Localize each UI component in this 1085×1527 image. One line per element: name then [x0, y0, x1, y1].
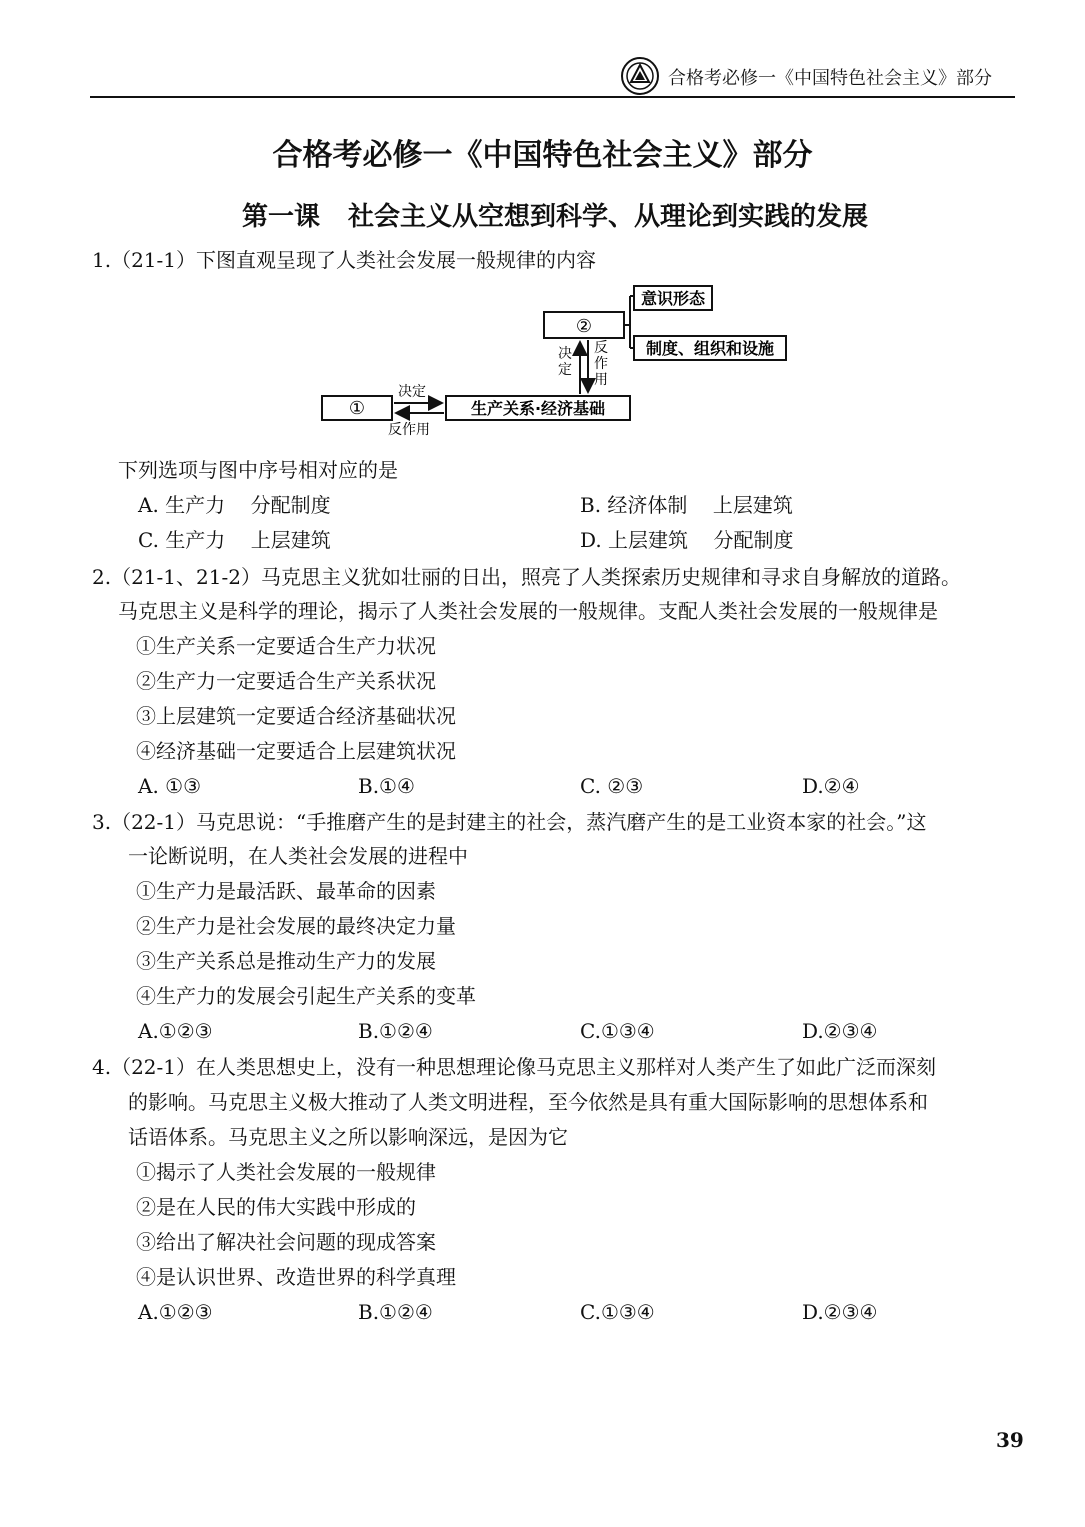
q2-item-2: ②生产力一定要适合生产关系状况: [136, 669, 436, 693]
lesson-label: 第一课: [241, 202, 320, 232]
q4-option-c: C.①③④: [580, 1300, 655, 1324]
q3-item-2: ②生产力是社会发展的最终决定力量: [136, 914, 456, 938]
q4-option-a: A.①②③: [138, 1300, 213, 1324]
q3-stem-line1: 3.（22-1）马克思说：“手推磨产生的是封建主的社会，蒸汽磨产生的是工业资本家的社会。”这: [92, 810, 927, 834]
diagram-label-decide-v-char: 定: [558, 362, 572, 378]
q2-item-4: ④经济基础一定要适合上层建筑状况: [136, 739, 456, 763]
diagram-label-react-v: [594, 340, 608, 388]
q2-item-1: ①生产关系一定要适合生产力状况: [136, 634, 436, 658]
q3-option-b: B.①②④: [358, 1019, 433, 1043]
diagram-box-base-label: 生产关系·经济基础: [470, 399, 606, 418]
q4-stem-line3: 话语体系。马克思主义之所以影响深远，是因为它: [128, 1125, 568, 1149]
q3-option-a: A.①②③: [138, 1019, 213, 1043]
q2-option-b: B.①④: [358, 774, 415, 798]
diagram-label-react-v-char: 作: [594, 356, 608, 372]
q2-option-d: D.②④: [802, 774, 860, 798]
q2-item-3: ③上层建筑一定要适合经济基础状况: [136, 704, 456, 728]
page-header: [0, 0, 1085, 100]
lesson-title: [0, 196, 1085, 233]
diagram-box-2-label: ②: [575, 316, 593, 337]
q2-stem-line1: 2.（21-1、21-2）马克思主义犹如壮丽的日出，照亮了人类探索历史规律和寻求自身解放的道路。: [92, 565, 961, 589]
q3-stem-line2: 一论断说明，在人类社会发展的进程中: [128, 844, 468, 868]
diagram-box-ideology-label: 意识形态: [640, 289, 706, 308]
q2-stem-line2: 马克思主义是科学的理论，揭示了人类社会发展的一般规律。支配人类社会发展的一般规律是: [118, 599, 938, 623]
diagram-box-1-label: ①: [348, 398, 366, 419]
diagram-label-react-h: 反作用: [388, 422, 430, 438]
q4-item-4: ④是认识世界、改造世界的科学真理: [136, 1265, 456, 1289]
header-title: 合格考必修一《中国特色社会主义》部分: [668, 68, 992, 89]
lesson-name: 社会主义从空想到科学、从理论到实践的发展: [348, 202, 869, 232]
q3-option-d: D.②③④: [802, 1019, 878, 1043]
q3-item-4: ④生产力的发展会引起生产关系的变革: [136, 984, 476, 1008]
diagram-box-institutions-label: 制度、组织和设施: [645, 339, 775, 358]
q4-stem-line2: 的影响。马克思主义极大推动了人类文明进程，至今依然是具有重大国际影响的思想体系和: [128, 1090, 928, 1114]
q1-option-c: C. 生产力 上层建筑: [138, 528, 331, 552]
q2-option-c: C. ②③: [580, 774, 644, 798]
q3-item-3: ③生产关系总是推动生产力的发展: [136, 949, 436, 973]
diagram-label-react-v-char: 反: [594, 340, 608, 356]
q4-stem-line1: 4.（22-1）在人类思想史上，没有一种思想理论像马克思主义那样对人类产生了如此广泛而深刻: [92, 1055, 937, 1079]
q4-item-2: ②是在人民的伟大实践中形成的: [136, 1195, 416, 1219]
diagram-bracket: [624, 296, 634, 348]
q4-item-3: ③给出了解决社会问题的现成答案: [136, 1230, 436, 1254]
q4-option-d: D.②③④: [802, 1300, 878, 1324]
document-title: 合格考必修一《中国特色社会主义》部分: [272, 138, 813, 173]
q2-option-a: A. ①③: [138, 774, 202, 798]
q1-option-a: A. 生产力 分配制度: [138, 493, 331, 517]
q1-diagram: [318, 282, 798, 442]
q3-option-c: C.①③④: [580, 1019, 655, 1043]
diagram-label-decide-v: [558, 346, 572, 378]
diagram-label-react-v-char: 用: [594, 372, 608, 388]
q3-item-1: ①生产力是最活跃、最革命的因素: [136, 879, 436, 903]
q4-item-1: ①揭示了人类社会发展的一般规律: [136, 1160, 436, 1184]
diagram-label-decide-v-char: 决: [558, 346, 572, 362]
q1-option-d: D. 上层建筑 分配制度: [580, 528, 794, 552]
q1-prompt: 下列选项与图中序号相对应的是: [118, 458, 398, 482]
q4-option-b: B.①②④: [358, 1300, 433, 1324]
publisher-logo-icon: [620, 56, 660, 96]
header-rule: [90, 96, 1015, 98]
diagram-label-decide-h: 决定: [398, 384, 426, 400]
page-number: 39: [996, 1428, 1024, 1452]
q1-stem: 1.（21-1）下图直观呈现了人类社会发展一般规律的内容: [92, 248, 597, 272]
q1-option-b: B. 经济体制 上层建筑: [580, 493, 793, 517]
